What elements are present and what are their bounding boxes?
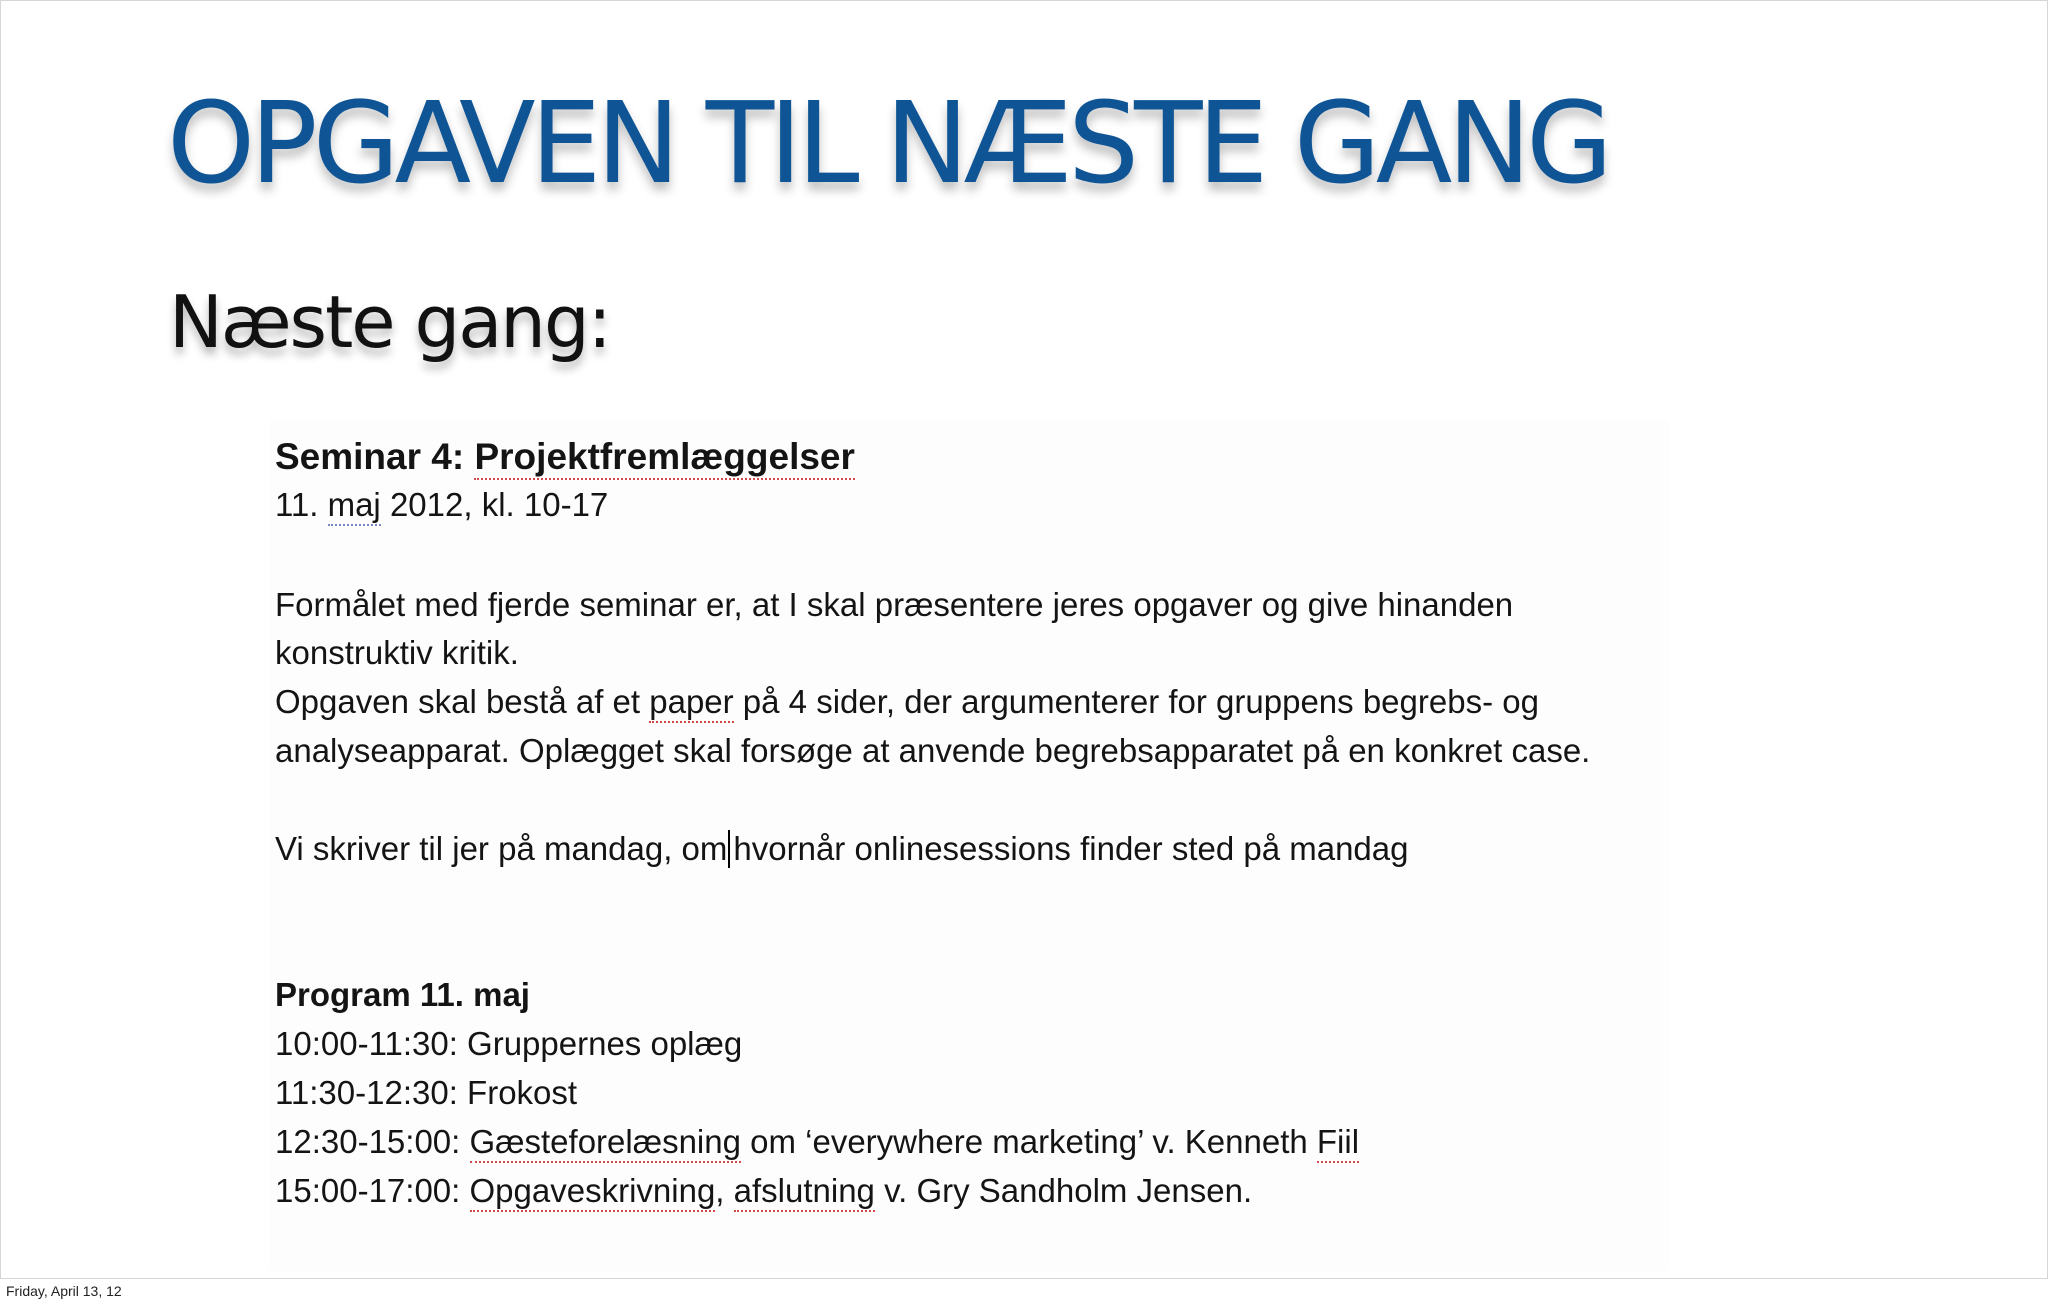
- paragraph2-line1: [275, 682, 1539, 722]
- seminar-heading: [275, 437, 855, 477]
- program-item-text: Gæsteforelæsning: [470, 1123, 741, 1163]
- program-item-text: ,: [715, 1172, 734, 1209]
- program-item-text: Gruppernes oplæg: [467, 1025, 743, 1062]
- program-item: [275, 1073, 577, 1113]
- program-item-time: 11:30-12:30:: [275, 1074, 468, 1111]
- slide-subtitle: Næste gang:: [169, 280, 610, 364]
- seminar-heading-title: Projektfremlæggelser: [474, 436, 854, 480]
- date-day: 11.: [275, 486, 328, 523]
- program-item-time: 12:30-15:00:: [275, 1123, 470, 1160]
- paragraph3-text-a: Vi skriver til jer på mandag, om: [275, 830, 728, 867]
- program-item-text: Frokost: [467, 1074, 578, 1111]
- text-cursor: [728, 830, 730, 868]
- paragraph3-text-b: hvornår onlinesessions finder sted på mandag: [733, 830, 1409, 867]
- paragraph2-line2: analyseapparat. Oplægget skal forsøge at anvende begrebsapparatet på en konkret case.: [275, 732, 1591, 769]
- program-item-text: v. Gry Sandholm Jensen.: [874, 1172, 1253, 1209]
- program-item-text: afslutning: [734, 1172, 875, 1212]
- paragraph2-text-a: Opgaven skal bestå af et: [275, 683, 650, 720]
- program-item-text: Opgaveskrivning: [470, 1172, 716, 1212]
- footer-date: Friday, April 13, 12: [6, 1283, 122, 1299]
- paragraph1-line1: Formålet med fjerde seminar er, at I skal præsentere jeres opgaver og give hinanden: [275, 586, 1514, 623]
- program-item-text: om ‘everywhere marketing’ v. Kenneth: [740, 1123, 1317, 1160]
- program-item-text: Fiil: [1317, 1123, 1359, 1163]
- paragraph1-line2: konstruktiv kritik.: [275, 634, 519, 671]
- date-month: maj: [328, 486, 381, 526]
- seminar-date: [275, 485, 608, 525]
- date-rest: 2012, kl. 10-17: [380, 486, 609, 523]
- paragraph2-text-c: på 4 sider, der argumenterer for gruppens begrebs- og: [733, 683, 1539, 720]
- program-item: [275, 1171, 1252, 1211]
- paragraph2-text-paper: paper: [649, 683, 733, 723]
- document-screenshot: [269, 421, 1669, 1271]
- program-title: Program 11. maj: [275, 976, 530, 1013]
- program-item-time: 15:00-17:00:: [275, 1172, 470, 1209]
- program-item: [275, 1024, 742, 1064]
- slide-title: OPGAVEN TIL NÆSTE GANG: [167, 79, 1608, 209]
- program-item: [275, 1122, 1359, 1162]
- program-item-time: 10:00-11:30:: [275, 1025, 468, 1062]
- paragraph3: [275, 829, 1409, 869]
- seminar-heading-prefix: Seminar 4:: [275, 436, 475, 477]
